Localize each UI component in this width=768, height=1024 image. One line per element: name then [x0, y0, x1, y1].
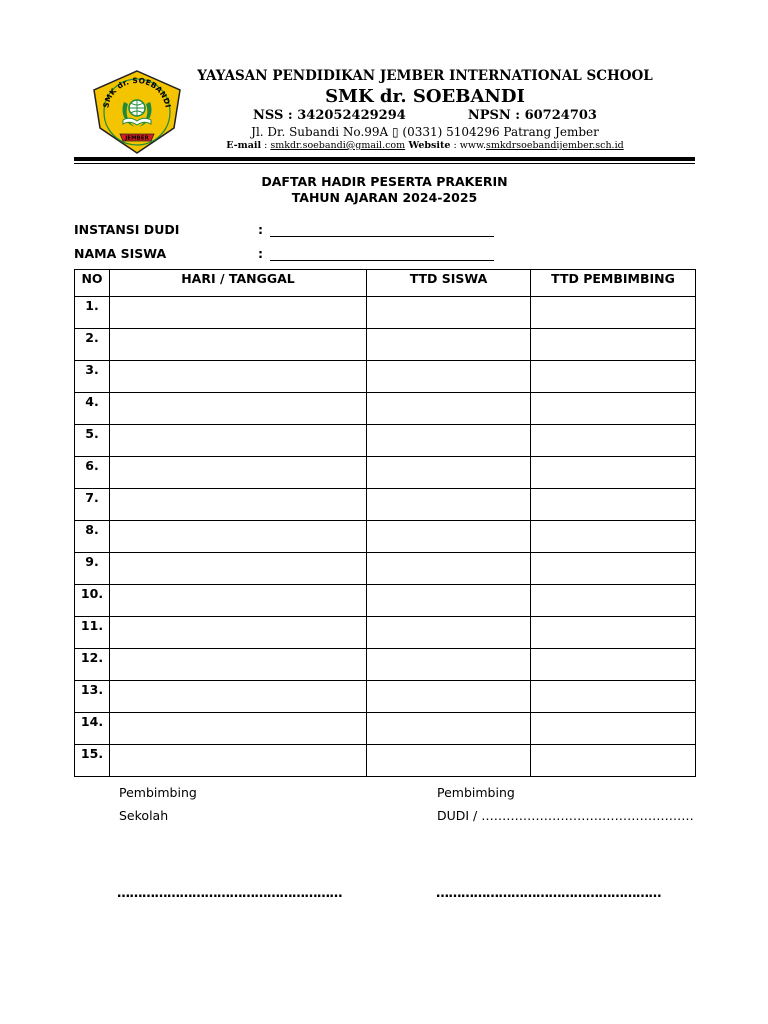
supervisor-signature-cell[interactable]	[531, 297, 696, 329]
supervisor-signature-cell[interactable]	[531, 553, 696, 585]
row-number: 14.	[75, 713, 110, 745]
date-cell[interactable]	[110, 329, 367, 361]
email-label: E-mail	[226, 140, 262, 151]
table-row	[75, 617, 696, 649]
supervisor-signature-cell[interactable]	[531, 521, 696, 553]
header-divider-thin	[74, 163, 695, 164]
instansi-blank-line[interactable]	[270, 236, 494, 237]
row-number: 6.	[75, 457, 110, 489]
school-ids	[190, 108, 660, 123]
website-separator: : www.	[450, 140, 486, 151]
student-signature-cell[interactable]	[367, 617, 531, 649]
school-supervisor-label-1: Pembimbing	[119, 785, 197, 800]
row-number: 5.	[75, 425, 110, 457]
date-cell[interactable]	[110, 617, 367, 649]
table-row	[75, 361, 696, 393]
dudi-supervisor-label-2: DUDI / ……………………………………………	[437, 808, 694, 823]
student-signature-cell[interactable]	[367, 521, 531, 553]
nama-siswa-colon: :	[258, 246, 263, 261]
dudi-supervisor-label-1: Pembimbing	[437, 785, 515, 800]
date-cell[interactable]	[110, 297, 367, 329]
supervisor-signature-cell[interactable]	[531, 425, 696, 457]
date-cell[interactable]	[110, 521, 367, 553]
date-cell[interactable]	[110, 681, 367, 713]
student-signature-cell[interactable]	[367, 329, 531, 361]
student-signature-cell[interactable]	[367, 585, 531, 617]
table-header-row	[75, 270, 696, 297]
table-row	[75, 521, 696, 553]
date-cell[interactable]	[110, 553, 367, 585]
logo-arc-text: SMK dr. SOEBANDI	[101, 75, 173, 109]
student-signature-cell[interactable]	[367, 713, 531, 745]
column-header-student-signature: TTD SISWA	[367, 270, 531, 297]
column-header-no: NO	[75, 270, 110, 297]
instansi-colon: :	[258, 222, 263, 237]
document-title: DAFTAR HADIR PESERTA PRAKERIN	[261, 174, 508, 189]
row-number: 4.	[75, 393, 110, 425]
row-number: 3.	[75, 361, 110, 393]
row-number: 8.	[75, 521, 110, 553]
student-signature-cell[interactable]	[367, 649, 531, 681]
table-row	[75, 425, 696, 457]
supervisor-signature-cell[interactable]	[531, 713, 696, 745]
row-number: 7.	[75, 489, 110, 521]
npsn-number: NPSN : 60724703	[467, 108, 597, 123]
supervisor-signature-cell[interactable]	[531, 489, 696, 521]
table-row	[75, 713, 696, 745]
row-number: 9.	[75, 553, 110, 585]
row-number: 12.	[75, 649, 110, 681]
table-row	[75, 681, 696, 713]
student-signature-cell[interactable]	[367, 553, 531, 585]
student-signature-cell[interactable]	[367, 457, 531, 489]
row-number: 10.	[75, 585, 110, 617]
column-header-supervisor-signature: TTD PEMBIMBING	[531, 270, 696, 297]
student-signature-cell[interactable]	[367, 489, 531, 521]
instansi-label: INSTANSI DUDI	[74, 222, 180, 237]
supervisor-signature-cell[interactable]	[531, 681, 696, 713]
table-row	[75, 553, 696, 585]
academic-year: TAHUN AJARAN 2024-2025	[291, 190, 478, 205]
table-row	[75, 649, 696, 681]
student-signature-cell[interactable]	[367, 393, 531, 425]
foundation-name: YAYASAN PENDIDIKAN JEMBER INTERNATIONAL SCHOOL	[197, 68, 653, 84]
table-row	[75, 489, 696, 521]
row-number: 11.	[75, 617, 110, 649]
supervisor-signature-cell[interactable]	[531, 649, 696, 681]
date-cell[interactable]	[110, 489, 367, 521]
nama-siswa-field	[74, 246, 263, 261]
school-contact	[190, 140, 660, 151]
student-signature-cell[interactable]	[367, 297, 531, 329]
email-separator: :	[261, 140, 271, 151]
school-supervisor-label-2: Sekolah	[119, 808, 169, 823]
logo-banner-text: JEMBER	[125, 135, 149, 142]
attendance-rows	[75, 297, 696, 777]
student-signature-cell[interactable]	[367, 361, 531, 393]
table-row	[75, 329, 696, 361]
date-cell[interactable]	[110, 457, 367, 489]
supervisor-signature-cell[interactable]	[531, 457, 696, 489]
school-name: SMK dr. SOEBANDI	[325, 86, 525, 107]
table-row	[75, 393, 696, 425]
school-logo	[90, 68, 184, 156]
date-cell[interactable]	[110, 425, 367, 457]
instansi-field	[74, 222, 263, 237]
date-cell[interactable]	[110, 361, 367, 393]
row-number: 1.	[75, 297, 110, 329]
header-divider-thick	[74, 157, 695, 161]
supervisor-signature-cell[interactable]	[531, 617, 696, 649]
supervisor-signature-cell[interactable]	[531, 585, 696, 617]
nss-number: NSS : 342052429294	[253, 108, 406, 123]
table-row	[75, 745, 696, 777]
school-address: Jl. Dr. Subandi No.99A ▯ (0331) 5104296 Patrang Jember	[251, 125, 599, 139]
date-cell[interactable]	[110, 745, 367, 777]
supervisor-signature-cell[interactable]	[531, 361, 696, 393]
website-label: Website	[405, 140, 451, 151]
email-link[interactable]: smkdr.soebandi@gmail.com	[270, 140, 406, 151]
row-number: 2.	[75, 329, 110, 361]
school-supervisor-signature-line[interactable]: ………………………………………………	[117, 886, 342, 901]
table-row	[75, 457, 696, 489]
supervisor-signature-cell[interactable]	[531, 393, 696, 425]
supervisor-signature-cell[interactable]	[531, 329, 696, 361]
date-cell[interactable]	[110, 713, 367, 745]
table-row	[75, 585, 696, 617]
student-signature-cell[interactable]	[367, 745, 531, 777]
date-cell[interactable]	[110, 393, 367, 425]
date-cell[interactable]	[110, 585, 367, 617]
row-number: 13.	[75, 681, 110, 713]
supervisor-signature-cell[interactable]	[531, 745, 696, 777]
date-cell[interactable]	[110, 649, 367, 681]
dudi-supervisor-signature-line[interactable]: ………………………………………………	[436, 886, 661, 901]
row-number: 15.	[75, 745, 110, 777]
website-link[interactable]: smkdrsoebandijember.sch.id	[485, 140, 624, 151]
student-signature-cell[interactable]	[367, 425, 531, 457]
nama-siswa-blank-line[interactable]	[270, 260, 494, 261]
student-signature-cell[interactable]	[367, 681, 531, 713]
table-row	[75, 297, 696, 329]
column-header-date: HARI / TANGGAL	[110, 270, 367, 297]
nama-siswa-label: NAMA SISWA	[74, 246, 167, 261]
attendance-table	[74, 269, 696, 777]
